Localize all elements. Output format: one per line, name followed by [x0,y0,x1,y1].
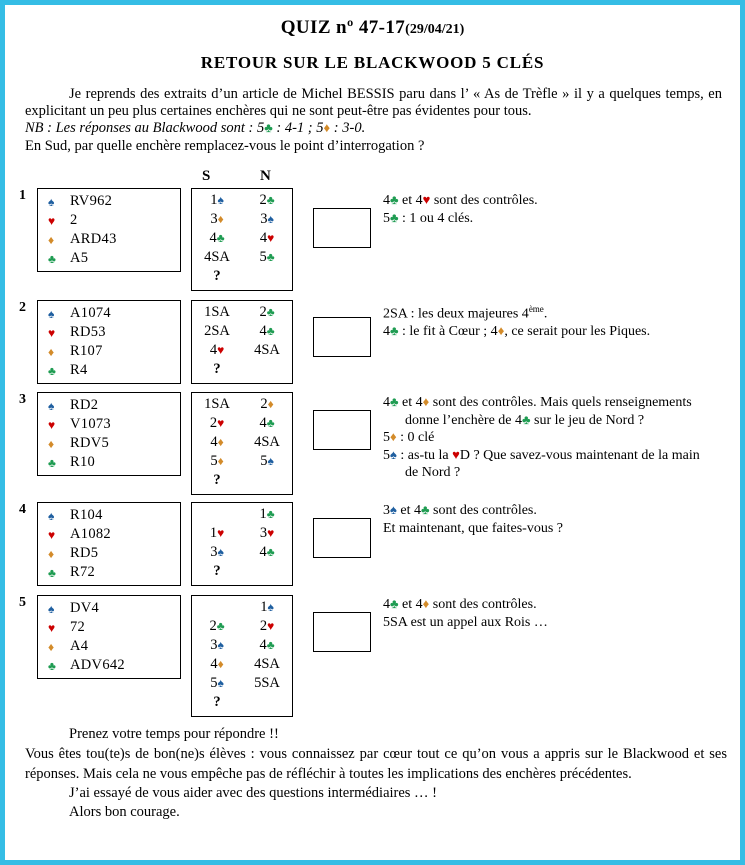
spade-icon: ♠ [48,306,55,321]
bidding-line [192,599,292,618]
hand-cards: ADV642 [70,657,125,673]
bidding-line [192,544,292,563]
hand-suit-line [38,192,180,211]
bid-level: 2 [259,304,267,320]
bid-level: 1 [260,599,268,615]
bid-level: 4 [259,230,268,246]
south-bid [192,675,242,694]
page-title [19,17,726,39]
north-bid [242,415,292,434]
club-icon: ♣ [266,507,275,521]
column-header-south: S [202,168,211,184]
bid-level: 5 [210,453,218,469]
footer-line-1 [19,725,731,744]
south-bid [192,415,242,434]
club-icon: ♣ [48,565,56,580]
hand-suit-line [38,599,180,618]
hand-box [37,188,181,272]
bid-level: 2SA [204,323,230,339]
nb-prefix: NB : Les réponses au Blackwood sont : 5 [25,120,265,136]
south-bid [192,342,242,361]
ask-text: En Sud, par quelle enchère remplacez-vous le point d’interrogation ? [25,138,425,154]
diamond-icon: ♦ [217,454,224,468]
south-bid [192,618,242,637]
nb-mid: : 4-1 ; 5 [272,120,324,136]
hand-cards: A5 [70,250,89,266]
answer-input-box[interactable] [313,317,371,357]
hand-cards: RD5 [70,545,99,561]
bidding-line [192,304,292,323]
club-icon: ♣ [390,596,399,611]
row-commentary [383,502,735,537]
bid-level: 1SA [204,396,230,412]
bid-level: 3 [210,637,218,653]
bid-level: 2 [209,415,218,431]
footer-block [19,725,731,822]
question-mark: ? [213,361,221,377]
heart-icon: ♥ [48,620,56,635]
south-bid [192,544,242,563]
bid-level: 2 [259,192,267,208]
heart-icon: ♥ [217,526,225,540]
bid-level: 4 [210,656,218,672]
north-bid [242,230,292,249]
bidding-line [192,323,292,342]
club-icon: ♣ [421,502,430,517]
footer-line-2 [19,784,731,803]
south-bid [192,249,242,268]
spade-icon: ♠ [390,446,397,462]
club-icon: ♣ [522,411,531,427]
bid-level: 5SA [254,675,280,691]
diamond-icon: ♦ [422,596,430,611]
club-icon: ♣ [48,251,56,266]
bidding-line [192,618,292,637]
north-bid [242,525,292,544]
bid-level: 5 [260,453,268,469]
question-mark: ? [213,563,221,579]
hand-suit-line [38,563,180,582]
quiz-date: (29/04/21) [405,22,465,37]
diamond-icon: ♦ [217,657,224,671]
spade-icon: ♠ [267,600,274,614]
diamond-icon: ♦ [323,120,331,135]
bid-level: 1SA [204,304,230,320]
bidding-line [192,637,292,656]
hand-cards: ARD43 [70,231,117,247]
south-bid [192,230,242,249]
spade-icon: ♠ [267,212,274,226]
row-commentary [383,301,735,341]
bidding-line [192,192,292,211]
bid-level: 4 [259,637,267,653]
south-bid [192,323,242,342]
club-icon: ♣ [390,323,399,339]
club-icon: ♣ [48,363,56,378]
north-bid [242,506,292,525]
south-bid [192,599,242,618]
bid-level: 4 [259,415,267,431]
south-bid [192,304,242,323]
heart-icon: ♥ [48,417,56,432]
page-content [5,5,740,860]
bid-level: 4 [209,342,218,358]
diamond-icon: ♦ [48,546,55,561]
club-icon: ♣ [266,416,275,430]
hand-box [37,595,181,679]
bid-level: 4SA [254,434,280,450]
bidding-line [192,656,292,675]
hand-cards: A1082 [70,526,111,542]
hand-box [37,300,181,384]
south-bid [192,211,242,230]
row-commentary [383,596,735,631]
bidding-line [192,675,292,694]
hand-suit-line [38,415,180,434]
hand-cards: RD2 [70,397,99,413]
club-icon: ♣ [266,638,275,652]
bid-level: 5 [259,249,267,265]
spade-icon: ♠ [48,508,55,523]
heart-icon: ♥ [267,619,275,633]
north-bid [242,211,292,230]
bidding-box [191,188,293,291]
hand-cards: R107 [70,343,103,359]
bid-level: 5 [210,675,218,691]
hand-box [37,392,181,476]
bidding-line [192,525,292,544]
row-number: 3 [19,392,26,407]
spade-icon: ♠ [217,676,224,690]
answer-input-box[interactable] [313,612,371,652]
hand-suit-line [38,434,180,453]
hand-suit-line [38,396,180,415]
north-bid [242,342,292,361]
commentary-line: 4♣ : le fit à Cœur ; 4♦, ce serait pour les Piques. [383,323,651,340]
bid-level: 4SA [254,656,280,672]
bidding-box [191,595,293,717]
spade-icon: ♠ [217,545,224,559]
hand-box [37,502,181,586]
heart-icon: ♥ [267,526,275,540]
bid-level: 4SA [254,342,280,358]
bidding-box [191,300,293,384]
heart-icon: ♥ [48,527,56,542]
spade-icon: ♠ [217,193,224,207]
south-bid [192,656,242,675]
commentary-line: 5♣ : 1 ou 4 clés. [383,209,474,226]
north-bid [242,618,292,637]
question-mark: ? [213,472,221,488]
diamond-icon: ♦ [267,397,274,411]
south-bid [192,453,242,472]
bid-level: 3 [210,211,218,227]
club-icon: ♣ [48,455,56,470]
north-bid [242,304,292,323]
club-icon: ♣ [390,209,399,225]
nb-line [19,120,726,137]
footer-line-3-text: Alors bon courage. [69,804,180,820]
commentary-line: 5♠ : as-tu la ♥D ? Que savez-vous maintenant de la main [383,446,700,463]
bid-level: 4SA [204,249,230,265]
diamond-icon: ♦ [497,323,505,339]
question-mark: ? [213,268,221,284]
north-bid [242,192,292,211]
club-icon: ♣ [266,324,275,338]
intro-text: Je reprends des extraits d’un article de Michel BESSIS paru dans l’ « As de Trèfle » il y a quelques temps, en explicitant un peu plus certaines enchères qui ne sont peut-être pas évidentes pour tous. [25,86,722,119]
south-bid [192,506,242,525]
club-icon: ♣ [264,120,273,135]
footer-paragraph: Vous êtes tou(te)s de bon(ne)s élèves : vous connaissez par cœur tout ce qu’on vous a appris sur le Blackwood et ses réponses. Mais cela ne vous empêche pas de réfléchir à toutes les implications des enchères précédentes. [25,746,727,782]
spade-icon: ♠ [48,194,55,209]
question-prompt [19,138,726,155]
commentary-line: Et maintenant, que faites-vous ? [383,520,563,536]
diamond-icon: ♦ [48,232,55,247]
heart-icon: ♥ [422,192,431,207]
south-bid [192,525,242,544]
hand-suit-line [38,361,180,380]
south-bid [192,434,242,453]
bid-level: 1 [259,506,267,522]
hand-cards: RV962 [70,193,113,209]
bid-level: 3 [260,211,268,227]
commentary-line: 4♣ et 4♥ sont des contrôles. [383,192,538,208]
heart-icon: ♥ [267,231,275,245]
club-icon: ♣ [48,658,56,673]
bid-level: 1 [209,525,218,541]
club-icon: ♣ [390,394,399,409]
hand-cards: R72 [70,564,96,580]
diamond-icon: ♦ [217,435,224,449]
hand-cards: R104 [70,507,103,523]
hand-suit-line [38,323,180,342]
nb-suffix: : 3-0. [330,120,366,136]
answer-input-box[interactable] [313,208,371,248]
hand-suit-line [38,249,180,268]
hand-cards: 72 [70,619,86,635]
row-commentary [383,394,735,482]
bid-level: 2 [259,618,268,634]
diamond-icon: ♦ [48,639,55,654]
question-mark: ? [213,694,221,710]
north-bid [242,599,292,618]
bid-level: 2 [209,618,217,634]
commentary-line: donne l’enchère de 4♣ sur le jeu de Nord ? [405,411,645,428]
bidding-line [192,342,292,361]
row-number: 5 [19,595,26,610]
south-bid [192,637,242,656]
hand-cards: R10 [70,454,96,470]
bidding-line [192,249,292,268]
bidding-box [191,392,293,495]
hand-suit-line [38,525,180,544]
hand-suit-line [38,544,180,563]
footer-line-1-text: Prenez votre temps pour répondre !! [69,726,279,742]
club-icon: ♣ [216,619,225,633]
bidding-line [192,396,292,415]
bidding-box [191,502,293,586]
commentary-line: 3♠ et 4♣ sont des contrôles. [383,502,537,518]
commentary-line: de Nord ? [405,465,461,480]
hand-suit-line [38,637,180,656]
hand-suit-line [38,618,180,637]
north-bid [242,637,292,656]
hand-cards: RDV5 [70,435,110,451]
diamond-icon: ♦ [48,344,55,359]
hand-cards: 2 [70,212,78,228]
bidding-line [192,453,292,472]
commentary-line: 5SA est un appel aux Rois … [383,614,548,630]
north-bid [242,323,292,342]
heart-icon: ♥ [48,325,56,340]
hand-cards: DV4 [70,600,100,616]
north-bid [242,544,292,563]
commentary-line: 4♣ et 4♦ sont des contrôles. Mais quels renseignements [383,394,692,410]
club-icon: ♣ [266,193,275,207]
hand-suit-line [38,506,180,525]
north-bid [242,675,292,694]
bidding-line [192,434,292,453]
hand-suit-line [38,342,180,361]
hand-suit-line [38,211,180,230]
bid-level: 3 [210,544,218,560]
commentary-line: 5♦ : 0 clé [383,429,435,445]
spade-icon: ♠ [390,502,397,517]
bid-level: 1 [210,192,218,208]
south-bid [192,396,242,415]
heart-icon: ♥ [452,446,460,462]
diamond-icon: ♦ [390,429,397,444]
footer-line-3 [19,803,731,822]
spade-icon: ♠ [48,601,55,616]
footer-line-2-text: J’ai essayé de vous aider avec des questions intermédiaires … ! [69,785,438,801]
club-icon: ♣ [216,231,225,245]
south-bid [192,192,242,211]
bid-level: 4 [259,544,267,560]
quiz-title-text: QUIZ nº 47-17 [280,17,406,38]
answer-input-box[interactable] [313,518,371,558]
north-bid [242,434,292,453]
hand-cards: RD53 [70,324,106,340]
north-bid [242,396,292,415]
diamond-icon: ♦ [422,394,430,409]
hand-suit-line [38,656,180,675]
bid-level: 3 [259,525,268,541]
row-commentary [383,192,735,227]
heart-icon: ♥ [217,416,225,430]
bidding-line [192,211,292,230]
intro-paragraph [19,86,726,120]
ordinal-suffix: ème [528,304,544,314]
hand-cards: V1073 [70,416,111,432]
club-icon: ♣ [266,545,275,559]
row-number: 4 [19,502,26,517]
commentary-line: 2SA : les deux majeures 4ème. [383,304,548,322]
hand-suit-line [38,453,180,472]
bid-level: 2 [260,396,268,412]
club-icon: ♣ [390,192,399,207]
spade-icon: ♠ [48,398,55,413]
bidding-line [192,415,292,434]
hand-cards: A1074 [70,305,111,321]
answer-input-box[interactable] [313,410,371,450]
bidding-line [192,506,292,525]
row-number: 2 [19,300,26,315]
hand-suit-line [38,230,180,249]
hand-cards: R4 [70,362,88,378]
bid-level: 4 [259,323,267,339]
heart-icon: ♥ [48,213,56,228]
bidding-line [192,230,292,249]
bid-level: 4 [209,230,217,246]
spade-icon: ♠ [217,638,224,652]
heart-icon: ♥ [217,343,225,357]
page-subtitle: RETOUR SUR LE BLACKWOOD 5 CLÉS [200,53,545,72]
north-bid [242,656,292,675]
north-bid [242,249,292,268]
hand-cards: A4 [70,638,89,654]
commentary-line: 4♣ et 4♦ sont des contrôles. [383,596,537,612]
club-icon: ♣ [266,305,275,319]
column-header-north: N [260,168,271,184]
club-icon: ♣ [266,250,275,264]
diamond-icon: ♦ [217,212,224,226]
hand-suit-line [38,304,180,323]
diamond-icon: ♦ [48,436,55,451]
row-number: 1 [19,188,26,203]
bid-level: 4 [210,434,218,450]
north-bid [242,453,292,472]
spade-icon: ♠ [267,454,274,468]
